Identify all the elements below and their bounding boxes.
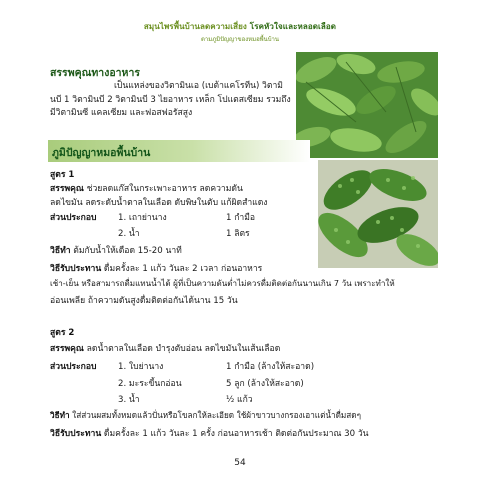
formula1-usage: วิธีรับประทาน ดื่มครั้งละ 1 แก้ว วันละ 2 เวลา ก่อนอาหาร [50, 264, 263, 274]
formula2-usage: วิธีรับประทาน ดื่มครั้งละ 1 แก้ว วันละ 1 ครั้ง ก่อนอาหารเช้า ติดต่อกันประมาณ 30 วัน [50, 429, 369, 439]
gourd-illustration [318, 160, 438, 268]
page-number: 54 [234, 458, 246, 468]
formula1-usage-cont: เช้า-เย็น หรือสามารถดื่มแทนน้ำได้ ผู้ที่เป็นความดันต่ำไม่ควรดื่มติดต่อกันนานเกิน 7 วัน เพราะทำให้ [50, 278, 395, 288]
formula1-method: วิธีทำ ต้มกับน้ำให้เดือด 15-20 นาที [50, 246, 182, 256]
wisdom-title: ภูมิปัญญาหมอพื้นบ้าน [52, 147, 151, 159]
formula1-ingredient-2: 2. น้ำ [118, 229, 140, 239]
nutrition-text [50, 80, 292, 121]
formula1-ingredient-1-qty: 1 กำมือ [226, 213, 256, 223]
header-subtitle: ตามภูมิปัญญาของหมอพื้นบ้าน [200, 36, 280, 43]
header-title-part2: โรคหัวใจและหลอดเลือด [246, 22, 337, 31]
nutrition-title: สรรพคุณทางอาหาร [50, 67, 140, 79]
formula1-ingredient-1: 1. เถาย่านาง [118, 213, 167, 223]
formula1-title: สูตร 1 [50, 170, 75, 180]
formula1-usage-cont2: อ่อนเพลีย ถ้าความดันสูงดื่มติดต่อกันได้นาน 15 วัน [50, 296, 238, 306]
formula2-ingredient-1: 1. ใบย่านาง [118, 362, 164, 372]
formula2-properties: สรรพคุณ ลดน้ำตาลในเลือด บำรุงตับอ่อน ลดไขมันในเส้นเลือด [50, 344, 281, 354]
leaves-illustration [296, 52, 438, 158]
header-title [0, 20, 480, 33]
formula2-ingredient-2: 2. มะระขี้นกอ่อน [118, 379, 182, 389]
formula1-properties: สรรพคุณ ช่วยลดแก๊สในกระเพาะอาหาร ลดความดัน [50, 184, 243, 194]
page-header [0, 20, 480, 44]
formula1-ingredients-label: ส่วนประกอบ [50, 213, 97, 223]
formula2-ingredients-label: ส่วนประกอบ [50, 362, 97, 372]
bitter-gourd-photo [318, 160, 438, 268]
formula2-method: วิธีทำ ใส่ส่วนผสมทั้งหมดแล้วปั่นหรือโขลกให้ละเอียด ใช้ผ้าขาวบางกรองเอาแต่น้ำดื่มสดๆ [50, 410, 362, 420]
formula1-properties-cont: ลดไขมัน ลดระดับน้ำตาลในเลือด ดับพิษในตับ แก้ผิดสำแดง [50, 198, 268, 208]
formula1-ingredient-2-qty: 1 ลิตร [226, 229, 250, 239]
nutrition-text-body: เป็นแหล่งของวิตามินเอ (เบต้าแคโรทีน) วิตามินบี 1 วิตามินบี 2 วิตามินบี 3 ไยอาหาร เหล็ก โปแตสเซียม รวมถึงมีวิตามินซี แคลเซียม และฟอสฟอรัสสูง [50, 81, 291, 118]
yanang-leaves-photo [296, 52, 438, 158]
formula2-title: สูตร 2 [50, 328, 75, 338]
formula2-ingredient-3: 3. น้ำ [118, 395, 140, 405]
formula2-ingredient-1-qty: 1 กำมือ (ล้างให้สะอาด) [226, 362, 315, 372]
formula2-ingredient-2-qty: 5 ลูก (ล้างให้สะอาด) [226, 379, 304, 389]
formula2-ingredient-3-qty: ½ แก้ว [226, 395, 253, 405]
header-title-part1: สมุนไพรพื้นบ้านลดความเสี่ยง [143, 22, 247, 31]
